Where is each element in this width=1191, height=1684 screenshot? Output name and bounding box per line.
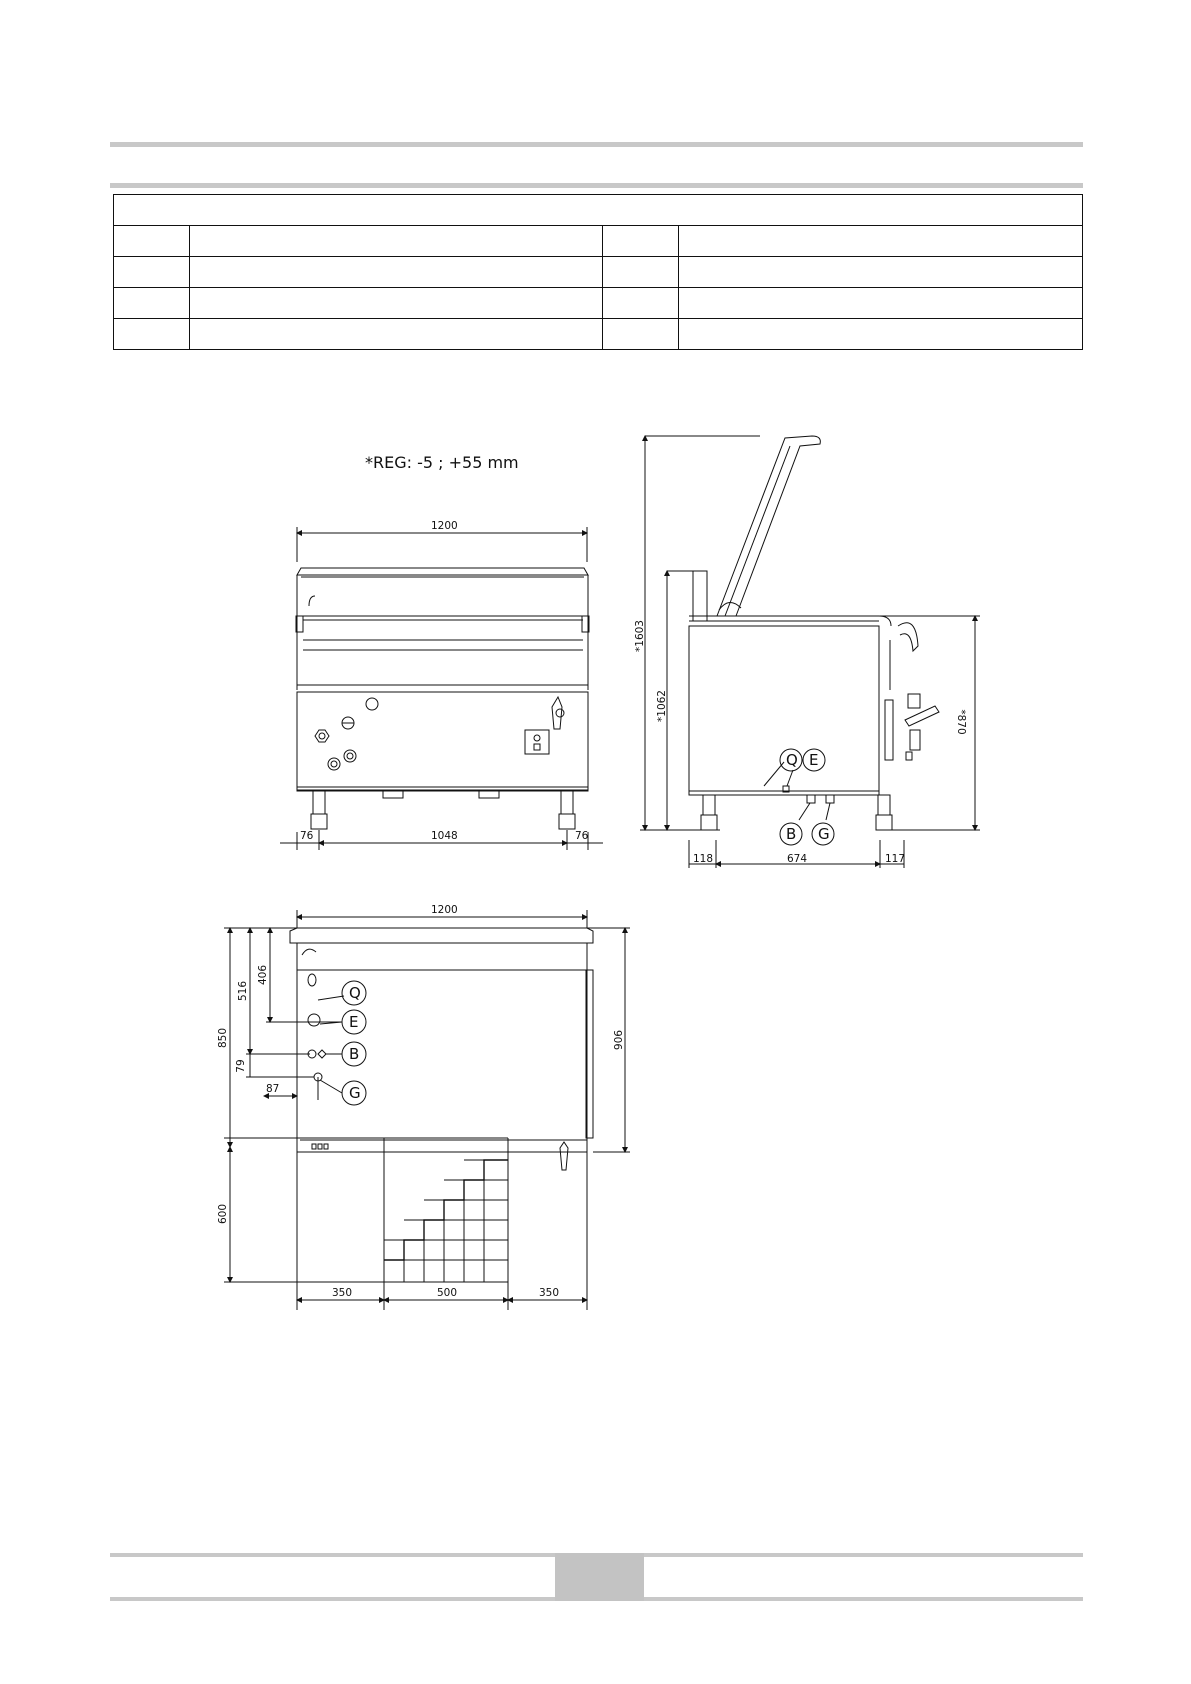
side-depth-mid-dim: 674: [787, 853, 808, 865]
plan-dim-906: 906: [611, 1029, 623, 1051]
plan-bottom-dim-right: 350: [539, 1287, 560, 1299]
side-connection-g: G: [818, 825, 830, 843]
plan-connection-q: Q: [349, 984, 361, 1002]
regulation-note: *REG: -5 ; +55 mm: [365, 453, 519, 472]
plan-bottom-dim-left: 350: [332, 1287, 353, 1299]
plan-dim-87: 87: [266, 1083, 280, 1095]
plan-connection-b: B: [349, 1045, 360, 1063]
plan-dim-850: 850: [217, 1027, 229, 1049]
plan-dim-406: 406: [257, 964, 269, 986]
plan-dim-516: 516: [237, 980, 249, 1002]
front-feet-right-dim: 76: [575, 830, 589, 842]
side-front-height-dim: *870: [955, 709, 967, 735]
side-depth-right-dim: 117: [885, 853, 906, 865]
page-number-box: [555, 1553, 644, 1601]
side-connection-e: E: [809, 751, 819, 769]
front-view: [280, 527, 603, 850]
plan-connection-g: G: [349, 1084, 361, 1102]
plan-view: [224, 910, 630, 1310]
side-connection-b: B: [786, 825, 797, 843]
front-feet-span-dim: 1048: [431, 830, 458, 842]
side-total-height-dim: *1603: [634, 620, 646, 652]
plan-bottom-dim-mid: 500: [437, 1287, 458, 1299]
side-connection-q: Q: [786, 751, 798, 769]
side-view: [640, 436, 980, 868]
plan-width-dim: 1200: [431, 904, 458, 916]
front-width-dim: 1200: [431, 520, 458, 532]
front-feet-left-dim: 76: [300, 830, 314, 842]
plan-clearance-dim: 600: [217, 1203, 229, 1225]
plan-dim-79: 79: [235, 1059, 247, 1073]
side-depth-left-dim: 118: [693, 853, 714, 865]
plan-connection-e: E: [349, 1013, 359, 1031]
side-back-height-dim: *1062: [656, 690, 668, 722]
